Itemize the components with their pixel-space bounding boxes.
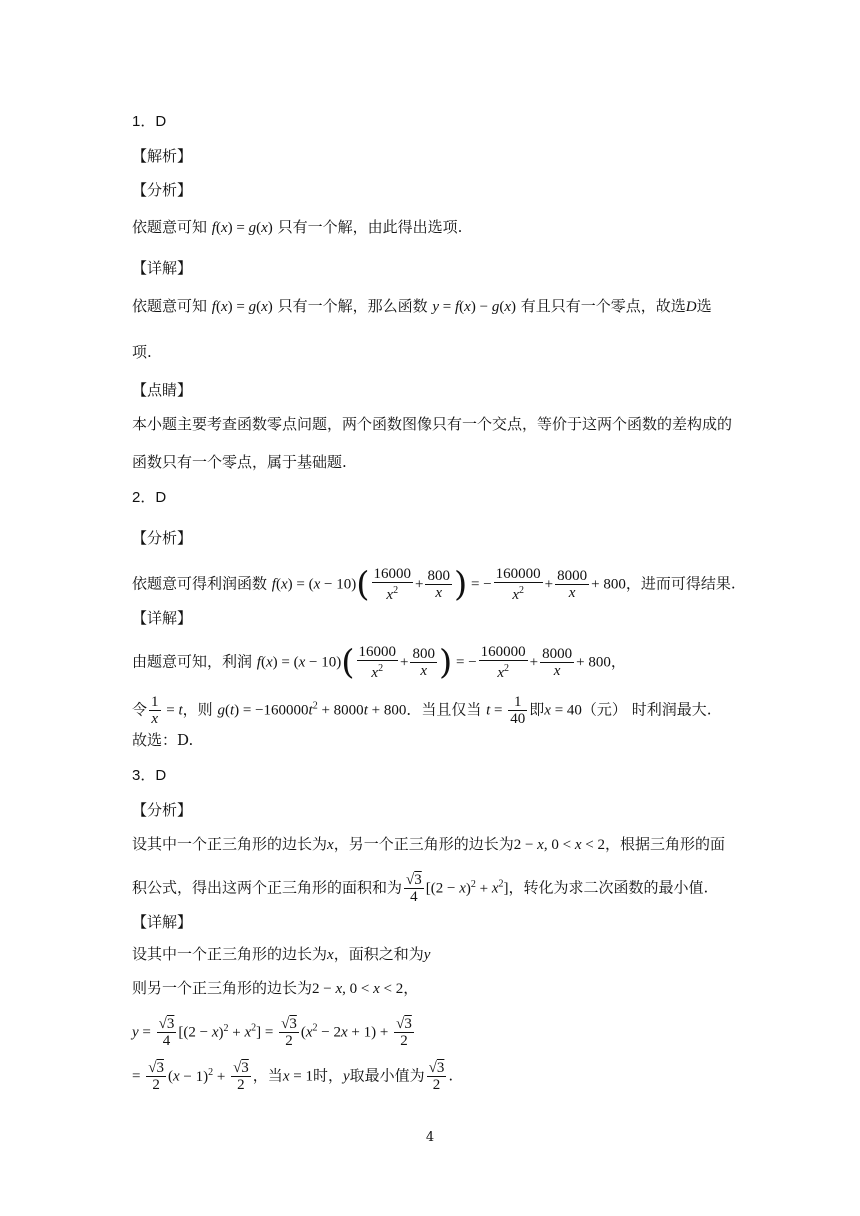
q2-xiangjie-line2: 令 $\frac{1}{x}$ = t，则 $g(t) = -160000t^2 + 8000t + 800$．当且仅当 t = $\frac{1}{40}$ 即x = 40（元） 时利润最大. <box>132 694 712 727</box>
q2-fenxi-line: 依题意可得利润函数 f(x) = (x − 10)( $\frac{16000}{x^2}$ + $\frac{800}{x}$ ) = − $\frac{160000}{x^2}$ + $\frac{8000}{x}$ + 800，进而可得结果. <box>132 564 736 605</box>
q3-fenxi-line1: 设其中一个正三角形的边长为x，另一个正三角形的边长为2 − x, 0 < x < 2，根据三角形的面 <box>132 835 725 853</box>
q2-heading-xiangjie: 【详解】 <box>132 609 193 627</box>
q2-title: 2．D <box>132 489 167 506</box>
q1-xiangjie-line2: 项. <box>132 343 152 361</box>
q1-heading-fenxi: 【分析】 <box>132 181 193 199</box>
q1-dianjing-line2: 函数只有一个零点，属于基础题. <box>132 453 347 471</box>
q3-heading-xiangjie: 【详解】 <box>132 913 193 931</box>
q1-heading-xiangjie: 【详解】 <box>132 259 193 277</box>
q2-xiangjie-line1: 由题意可知，利润 f(x) = (x − 10)( $\frac{16000}{x^2}$ + $\frac{800}{x}$ ) = − $\frac{160000}{x^2}$ + $\frac{8000}{x}$ + 800， <box>132 642 626 683</box>
q1-xiangjie-line1: 依题意可知 f(x) = g(x) 只有一个解，那么函数 y = f(x) − g(x) 有且只有一个零点，故选D选 <box>132 297 712 315</box>
q3-fenxi-line2: 积公式，得出这两个正三角形的面积和为 $\frac{√3}{4}$ $[(2 - x)^2 + x^2]$，转化为求二次函数的最小值. <box>132 872 709 905</box>
q1-heading-jiexi: 【解析】 <box>132 147 193 165</box>
q3-formula-line2: = $\frac{√3}{2}$ $(x - 1)^2$ + $\frac{√3}{2}$ ，当x = 1时，y取最小值为 $\frac{√3}{2}$ . <box>132 1060 454 1093</box>
q2-answer: 故选：D. <box>132 731 194 749</box>
q3-xiangjie-line2: 则另一个正三角形的边长为2 − x, 0 < x < 2， <box>132 979 419 997</box>
formula-f-equals-g: f <box>211 220 216 236</box>
page-number: 4 <box>425 1130 435 1145</box>
q3-xiangjie-line1: 设其中一个正三角形的边长为x，面积之和为y <box>132 945 431 963</box>
q1-dianjing-line1: 本小题主要考查函数零点问题，两个函数图像只有一个交点，等价于这两个函数的差构成的 <box>132 415 733 433</box>
q3-heading-fenxi: 【分析】 <box>132 801 193 819</box>
q3-title: 3．D <box>132 767 167 784</box>
q1-fenxi-line: 依题意可知 f(x) = g(x) 只有一个解，由此得出选项. <box>132 218 463 236</box>
q3-formula-line1: y = $\frac{√3}{4}$ $[(2 - x)^2 + x^2]$ = $\frac{√3}{2}$ $(x^2 - 2x + 1)$ + $\frac{√3}{2}$ <box>132 1016 412 1049</box>
q2-heading-fenxi: 【分析】 <box>132 529 193 547</box>
q1-heading-dianjing: 【点睛】 <box>132 381 193 399</box>
q1-title: 1．D <box>132 113 167 130</box>
